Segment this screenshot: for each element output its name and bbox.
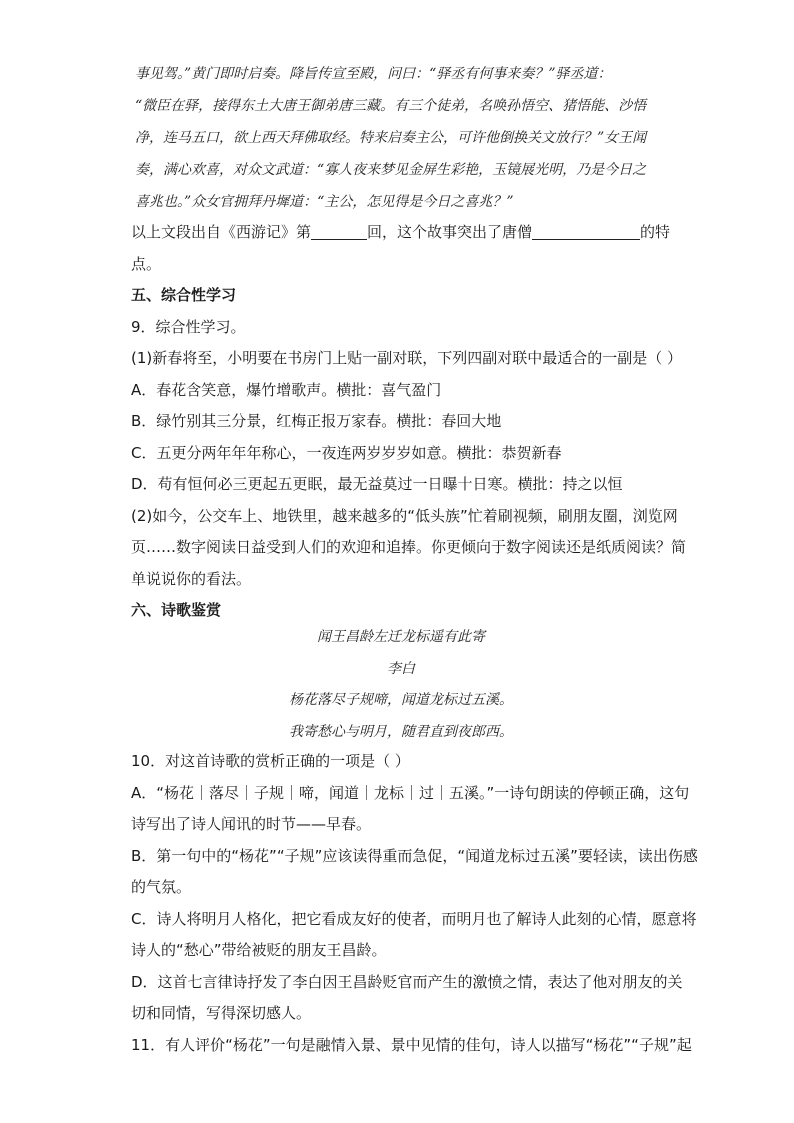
q8-blank-chapter[interactable] xyxy=(311,223,367,240)
question-9-sub2-line: 单说说你的看法。 xyxy=(131,569,252,588)
q8-text-1: 以上文段出自《西游记》第 xyxy=(131,223,312,241)
option-a-cont: 诗写出了诗人闻讯的时节——早春。 xyxy=(131,815,372,833)
option-a: A．“杨花｜落尽｜子规｜啼，闻道｜龙标｜过｜五溪。”一诗句朗读的停顿正确，这句 xyxy=(131,783,690,802)
question-9-sub2-line: 页……数字阅读日益受到人们的欢迎和追捧。你更倾向于数字阅读还是纸质阅读？简 xyxy=(131,538,687,556)
excerpt-line: 奏，满心欢喜，对众文武道：“寡人夜来梦见金屏生彩艳，玉镜展光明，乃是今日之 xyxy=(135,162,647,178)
option-d-cont: 切和同情，写得深切感人。 xyxy=(131,1004,312,1022)
option-b-cont: 的气氛。 xyxy=(131,878,192,896)
option-a: A．春花含笑意，爆竹增歌声。横批：喜气盈门 xyxy=(131,380,442,399)
q8-blank-trait[interactable] xyxy=(532,223,640,240)
excerpt-line: “微臣在驿，接得东土大唐王御弟唐三藏。有三个徒弟，名唤孙悟空、猪悟能、沙悟 xyxy=(135,98,647,114)
poem-line: 杨花落尽子规啼，闻道龙标过五溪。 xyxy=(289,692,513,708)
question-9-sub1: (1)新春将至，小明要在书房门上贴一副对联，下列四副对联中最适合的一副是（ ） xyxy=(131,349,683,367)
question-11-stem: 11．有人评价“杨花”一句是融情入景、景中见情的佳句，诗人以描写“杨花”“子规”起 xyxy=(131,1035,692,1054)
poem-line: 我寄愁心与明月，随君直到夜郎西。 xyxy=(289,723,513,740)
option-c: C．诗人将明月人格化，把它看成友好的使者，而明月也了解诗人此刻的心情，愿意将 xyxy=(131,909,697,928)
option-d: D．这首七言律诗抒发了李白因王昌龄贬官而产生的激愤之情，表达了他对朋友的关 xyxy=(131,972,683,991)
option-c-cont: 诗人的“愁心”带给被贬的朋友王昌龄。 xyxy=(131,941,387,959)
excerpt-line: 事见驾。”黄门即时启奏。降旨传宣至殿，问曰：“驿丞有何事来奏？”驿丞道： xyxy=(135,66,612,82)
excerpt-line: 净，连马五口，欲上西天拜佛取经。特来启奏主公，可许他倒换关文放行？”女王闻 xyxy=(135,130,647,146)
q8-continuation: 点。 xyxy=(131,254,162,273)
poem-author: 李白 xyxy=(387,660,415,677)
option-b: B．绿竹别其三分景，红梅正报万家春。横批：春回大地 xyxy=(131,412,502,430)
option-d: D．苟有恒何必三更起五更眠，最无益莫过一日曝十日寒。横批：持之以恒 xyxy=(131,475,623,493)
q8-text-2: 回，这个故事突出了唐僧 xyxy=(367,223,533,241)
section-heading: 五、综合性学习 xyxy=(131,286,237,304)
section-5 xyxy=(131,280,687,627)
question-9-stem: 9．综合性学习。 xyxy=(131,317,246,336)
question-8-line xyxy=(131,217,671,249)
question-8 xyxy=(131,217,671,280)
excerpt-line: 喜兆也。”众女官拥拜丹墀道：“主公，怎见得是今日之喜兆？” xyxy=(135,194,514,210)
section-heading: 六、诗歌鉴赏 xyxy=(131,601,222,619)
question-10 xyxy=(131,746,698,1061)
question-9-sub2-line: (2)如今，公交车上、地铁里，越来越多的“低头族”忙着刷视频，刷朋友圈，浏览网 xyxy=(131,506,678,525)
poem xyxy=(131,622,671,748)
poem-title: 闻王昌龄左迁龙标遥有此寄 xyxy=(317,629,485,645)
option-b: B．第一句中的“杨花”“子规”应该读得重而急促，“闻道龙标过五溪”要轻读，读出伤感 xyxy=(131,846,698,865)
q8-text-3: 的特 xyxy=(640,223,671,241)
novel-excerpt xyxy=(135,58,675,218)
option-c: C．五更分两年年年称心，一夜连两岁岁岁如意。横批：恭贺新春 xyxy=(131,443,562,462)
question-10-stem: 10．对这首诗歌的赏析正确的一项是（ ） xyxy=(131,752,410,770)
